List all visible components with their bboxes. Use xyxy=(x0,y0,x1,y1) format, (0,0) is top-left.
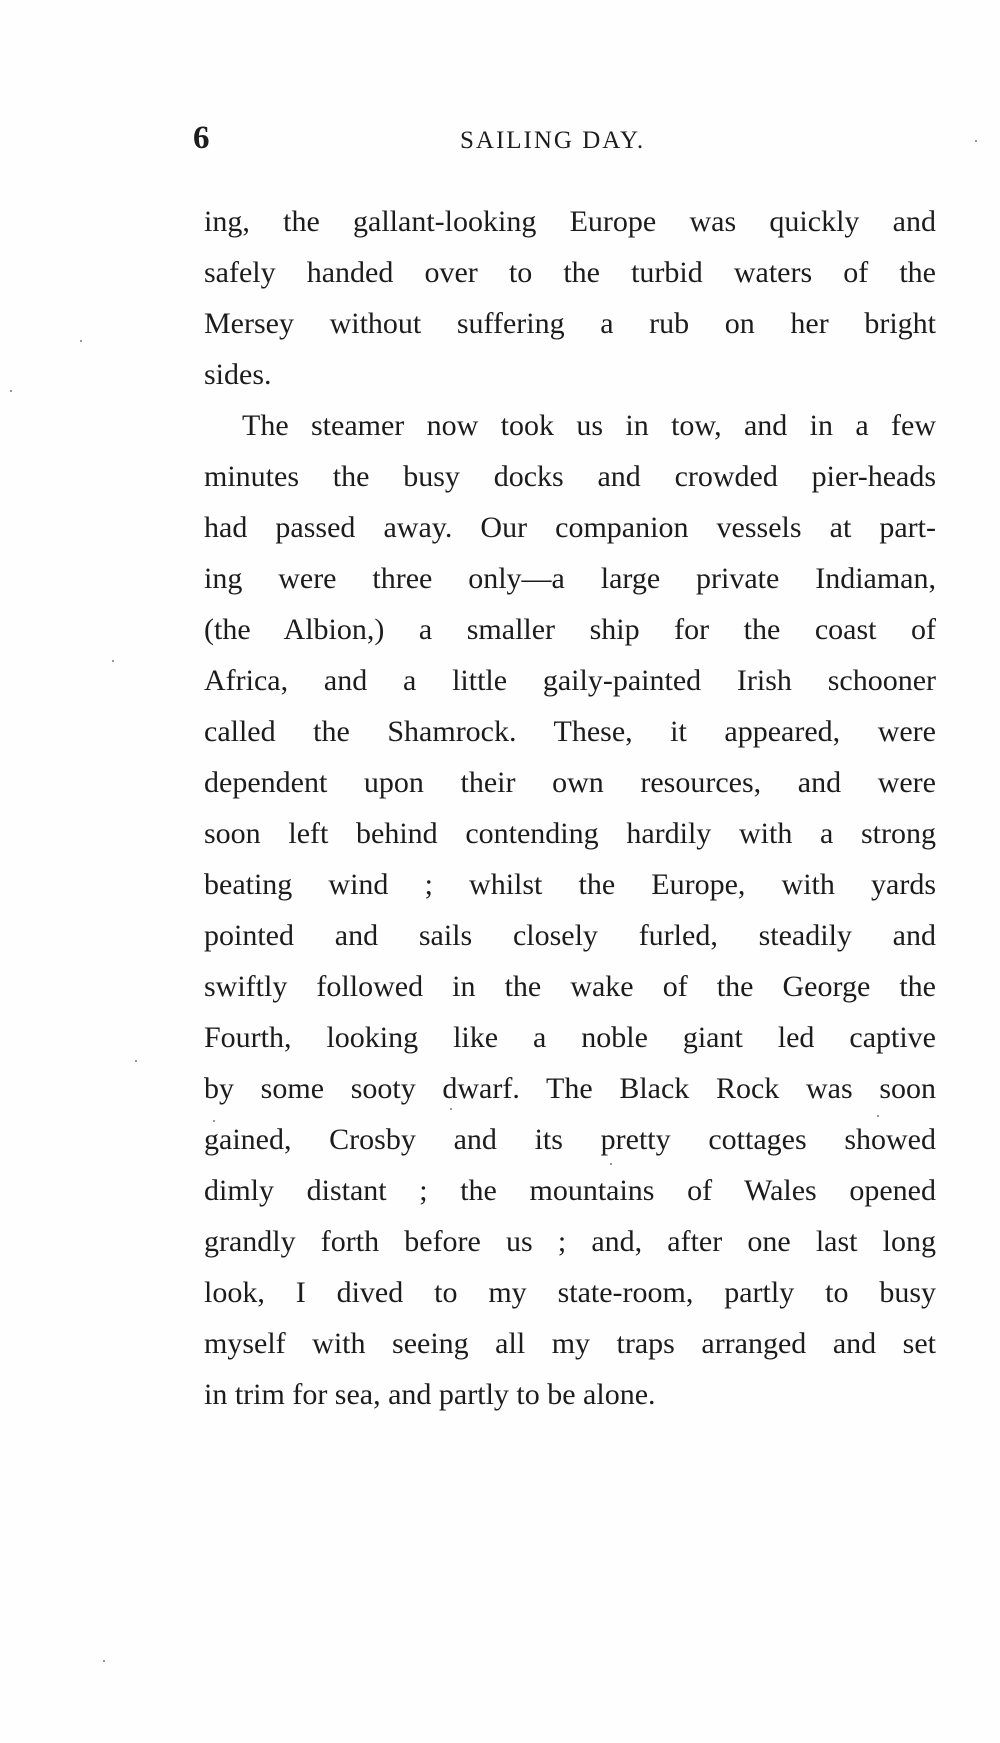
paper-speck xyxy=(450,1108,452,1110)
text-line: gained, Crosby and its pretty cottages showed xyxy=(204,1123,936,1156)
text-line: (the Albion,) a smaller ship for the coast of xyxy=(204,613,936,646)
text-line: sides. xyxy=(204,358,272,391)
text-line: soon left behind contending hardily with a strong xyxy=(204,817,936,850)
text-line: safely handed over to the turbid waters of the xyxy=(204,256,936,289)
text-line: beating wind ; whilst the Europe, with yards xyxy=(204,868,936,901)
text-line: The steamer now took us in tow, and in a few xyxy=(242,409,936,442)
paper-speck xyxy=(213,1120,215,1122)
text-line: myself with seeing all my traps arranged and set xyxy=(204,1327,936,1360)
body-text xyxy=(204,196,936,1420)
text-line: Mersey without suffering a rub on her bright xyxy=(204,307,936,340)
paper-speck xyxy=(80,340,82,342)
text-line: dimly distant ; the mountains of Wales opened xyxy=(204,1174,936,1207)
running-title: SAILING DAY. xyxy=(460,127,646,154)
text-line: by some sooty dwarf. The Black Rock was soon xyxy=(204,1072,936,1105)
text-line: called the Shamrock. These, it appeared, were xyxy=(204,715,936,748)
text-line: dependent upon their own resources, and were xyxy=(204,766,936,799)
text-line: had passed away. Our companion vessels at part- xyxy=(204,511,936,544)
text-line: swiftly followed in the wake of the George the xyxy=(204,970,936,1003)
paper-speck xyxy=(112,660,114,662)
paper-speck xyxy=(975,140,977,142)
text-line: ing, the gallant-looking Europe was quickly and xyxy=(204,205,936,238)
text-line: Fourth, looking like a noble giant led captive xyxy=(204,1021,936,1054)
paper-speck xyxy=(877,1115,879,1117)
text-line: in trim for sea, and partly to be alone. xyxy=(204,1378,656,1411)
paper-speck xyxy=(135,1060,137,1062)
paper-speck xyxy=(610,1163,612,1165)
paragraph-2 xyxy=(204,400,936,1420)
paper-speck xyxy=(103,1660,105,1662)
text-line: minutes the busy docks and crowded pier-heads xyxy=(204,460,936,493)
text-line: look, I dived to my state-room, partly to busy xyxy=(204,1276,936,1309)
page-number: 6 xyxy=(193,120,210,156)
text-line: Africa, and a little gaily-painted Irish schooner xyxy=(204,664,936,697)
text-line: pointed and sails closely furled, steadily and xyxy=(204,919,936,952)
paper-speck xyxy=(10,390,12,392)
text-line: ing were three only—a large private Indiaman, xyxy=(204,562,936,595)
paragraph-1 xyxy=(204,196,936,400)
text-line: grandly forth before us ; and, after one last long xyxy=(204,1225,936,1258)
